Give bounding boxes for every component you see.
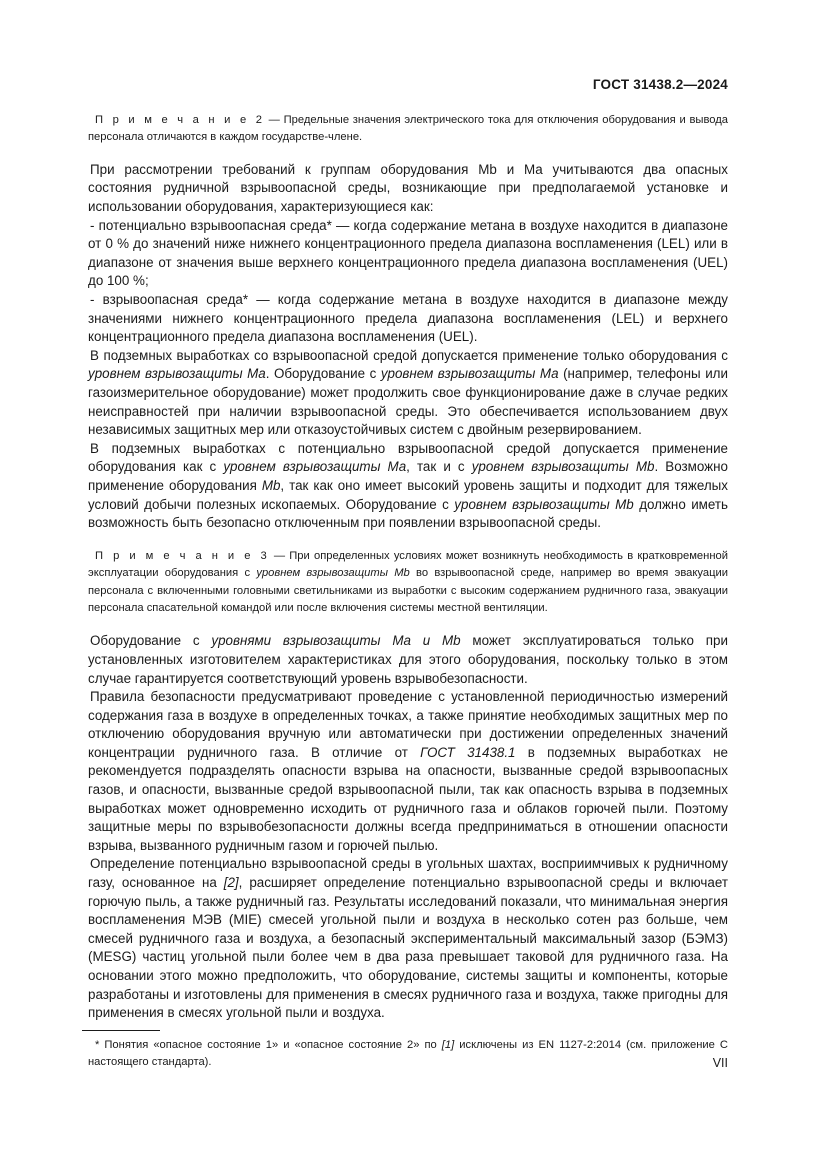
paragraph: В подземных выработках со взрывоопасной средой допускается применение только оборудования с уровнем взрывозащиты Ma. Оборудование с уровнем взрывозащиты Ma (например, телефоны или газоизмерительное оборудование) может продолжить свое функционирование даже в случае редких неисправностей при наличии взрывоопасной среды. Это обеспечивается использованием двух независимых защитных мер или отказоустойчивых систем с двойным резервированием. — [88, 347, 728, 438]
footnote: * Понятия «опасное состояние 1» и «опасное состояние 2» по [1] исключены из EN 1127-2:2014 (см. приложение С настоящего стандарта). — [88, 1038, 728, 1069]
paragraph: В подземных выработках с потенциально взрывоопасной средой допускается применение оборудования как с уровнем взрывозащиты Ma, так и с уровнем взрывозащиты Mb. Возможно применение оборудования Mb, так как оно имеет высокий уровень защиты и подходит для тяжелых условий добычи полезных ископаемых. Оборудование с уровнем взрывозащиты Mb должно иметь возможность быть безопасно отключенным при появлении взрывоопасной среды. — [88, 440, 728, 531]
paragraph: - потенциально взрывоопасная среда* — когда содержание метана в воздухе находится в диапазоне от 0 % до значений ниже нижнего концентрационного предела диапазона воспламенения (LEL) или в диапазоне от значения выше верхнего концентрационного предела диапазона воспламенения (UEL) до 100 %; — [88, 217, 728, 289]
paragraph: Оборудование с уровнями взрывозащиты Ma и Mb может эксплуатироваться только при установленных изготовителем характеристиках для этого оборудования, поскольку только в этом случае гарантируется соответствующий уровень взрывобезопасности. — [88, 633, 728, 686]
document-body — [88, 112, 728, 1072]
reference-gost: ГОСТ 31438.1 — [420, 744, 516, 760]
paragraph: - взрывоопасная среда* — когда содержание метана в воздухе находится в диапазоне между значениями нижнего концентрационного предела диапазона воспламенения (LEL) и верхнего концентрационного предела диапазона воспламенения (UEL). — [88, 291, 728, 345]
footnote-divider — [82, 1030, 160, 1031]
document-code: ГОСТ 31438.2—2024 — [592, 77, 728, 92]
note-3: П р и м е ч а н и е 3 — При определенных условиях может возникнуть необходимость в кратковременной эксплуатации оборудования с уровнем взрывозащиты Mb во взрывоопасной среде, например во время эвакуации персонала с включенными головными светильниками из выработки с высоким содержанием рудничного газа, эвакуации персонала спасательной командой или после включения системы местной вентиляции. — [88, 549, 728, 614]
reference-1: [1] — [441, 1038, 455, 1051]
paragraph: Определение потенциально взрывоопасной среды в угольных шахтах, восприимчивых к рудничному газу, основанное на [2], расширяет определение потенциально взрывоопасной среды и включает горючую пыль, а также рудничный газ. Результаты исследований показали, что минимальная энергия воспламенения МЭВ (MIE) смесей угольной пыли и воздуха в несколько сотен раз больше, чем смесей рудничного газа и воздуха, а безопасный экспериментальный максимальный зазор (БЭМЗ) (MESG) частиц угольной пыли более чем в два раза превышает таковой для рудничного газа. На основании этого можно предположить, что оборудование, системы защиты и компоненты, которые разработаны и изготовлены для применения в смесях рудничного газа и воздуха, также пригодны для применения в смесях угольной пыли и воздуха. — [88, 856, 728, 1021]
note-2 — [88, 112, 728, 147]
reference-2: [2] — [223, 875, 239, 891]
paragraph: Правила безопасности предусматривают проведение с установленной периодичностью измерений содержания газа в воздухе в определенных точках, а также принятие необходимых защитных мер по отключению оборудования вручную или автоматически при достижении определенных значений концентрации рудничного газа. В отличие от ГОСТ 31438.1 в подземных выработках не рекомендуется подразделять опасности взрыва на опасности, вызванные средой взрывоопасных газов, и опасности, вызванные средой взрывоопасной пыли, так как опасность взрыва в подземных выработках может одновременно исходить от рудничного газа и облаков горючей пыли. Поэтому защитные меры по взрывобезопасности должны всегда предприниматься в отношении опасности взрыва, вызванного рудничным газом и горючей пылью. — [88, 689, 728, 853]
page-number: VII — [712, 1056, 728, 1070]
paragraph: При рассмотрении требований к группам оборудования Mb и Ma учитываются два опасных состояния рудничной взрывоопасной среды, возникающие при предполагаемой установке и использовании оборудования, характеризующиеся как: — [88, 161, 728, 214]
note-3-label: П р и м е ч а н и е 3 — [95, 549, 270, 562]
note-2-text: — Предельные значения электрического тока для отключения оборудования и вывода персонала отличаются в каждом государстве-члене. — [88, 114, 728, 144]
note-2-label: П р и м е ч а н и е 2 — [95, 114, 265, 126]
